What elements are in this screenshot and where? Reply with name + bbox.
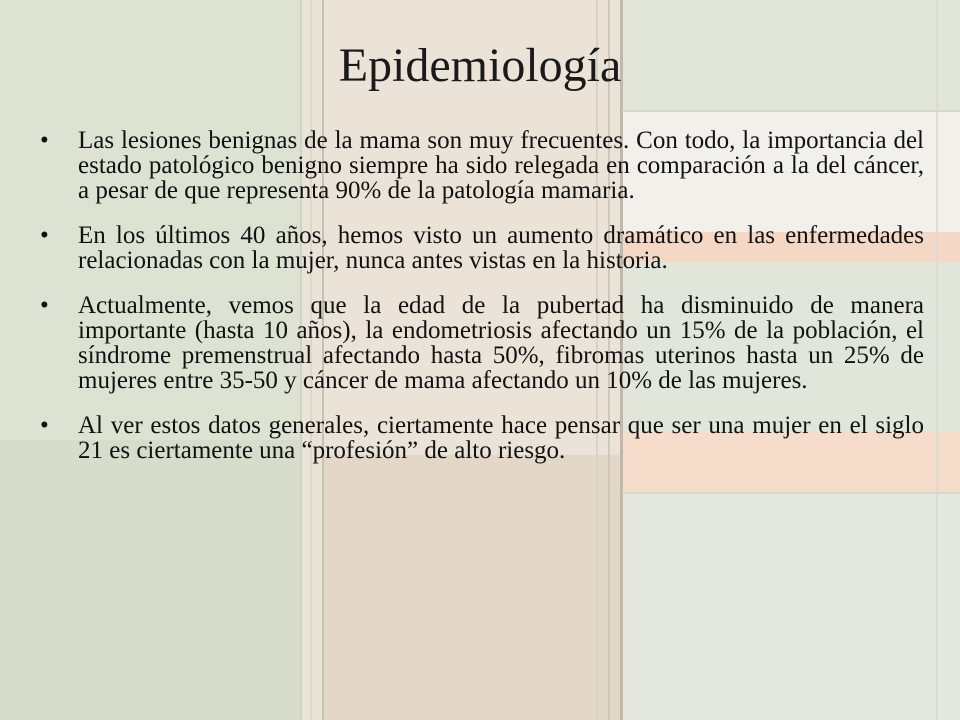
bullet-text: En los últimos 40 años, hemos visto un aumento dramático en las enfermedades relacionadas con la mujer, nunca antes vistas en la historia. bbox=[78, 222, 924, 274]
bullet-icon: • bbox=[40, 222, 49, 249]
background-panel-right-lower bbox=[622, 492, 960, 720]
bullet-item bbox=[40, 413, 924, 463]
bullet-item bbox=[40, 128, 924, 203]
bullet-list bbox=[40, 128, 924, 483]
divider-line bbox=[936, 0, 938, 720]
bullet-text: Las lesiones benignas de la mama son muy frecuentes. Con todo, la importancia del estado patológico benigno siempre ha sido relegada en comparación a la del cáncer, a pesar de que representa 90% de la patología mamaria. bbox=[78, 127, 924, 204]
bullet-icon: • bbox=[40, 412, 49, 439]
bullet-text: Actualmente, vemos que la edad de la pubertad ha disminuido de manera importante (hasta 10 años), la endometriosis afectando un 15% de la población, el síndrome premenstrual afectando hasta 50%, fibromas uterinos hasta un 25% de mujeres entre 35-50 y cáncer de mama afectando un 10% de las mujeres. bbox=[78, 292, 924, 394]
background-panel-center-lower bbox=[322, 455, 620, 720]
bullet-icon: • bbox=[40, 292, 49, 319]
bullet-item bbox=[40, 223, 924, 273]
slide-title: Epidemiología bbox=[338, 39, 622, 92]
divider-line bbox=[622, 110, 960, 112]
divider-line bbox=[622, 492, 960, 494]
bullet-text: Al ver estos datos generales, ciertamente hace pensar que ser una mujer en el siglo 21 es ciertamente una “profesión” de alto riesgo. bbox=[78, 412, 924, 464]
bullet-item bbox=[40, 293, 924, 393]
bullet-icon: • bbox=[40, 127, 49, 154]
